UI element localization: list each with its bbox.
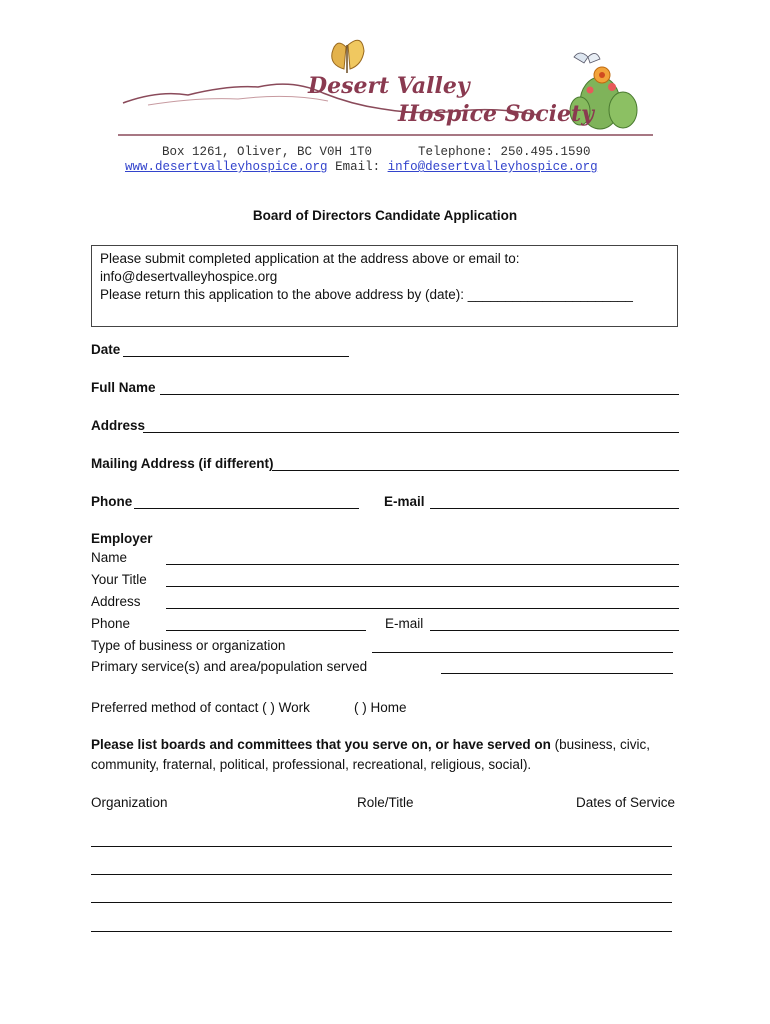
- instructions-line1: Please submit completed application at the address above or email to:: [100, 251, 520, 266]
- employer-title-label: Your Title: [91, 572, 147, 587]
- email-label-field: E-mail: [384, 494, 425, 509]
- boards-intro-line1: [91, 737, 650, 752]
- boards-intro-bold: Please list boards and committees that you serve on, or have served on: [91, 737, 551, 752]
- org-name-line1: Desert Valley: [308, 73, 470, 99]
- employer-heading: Employer: [91, 531, 153, 546]
- employer-name-label: Name: [91, 550, 128, 565]
- full-name-field[interactable]: [160, 394, 679, 395]
- boards-intro-line2: community, fraternal, political, professional, recreational, religious, social).: [91, 757, 532, 772]
- address-text: Box 1261, Oliver, BC V0H 1T0: [162, 145, 373, 159]
- phone-field[interactable]: [134, 508, 359, 509]
- col-organization: Organization: [91, 795, 168, 810]
- employer-name-field[interactable]: [166, 564, 679, 565]
- boards-row-1[interactable]: [91, 846, 672, 847]
- email-field[interactable]: [430, 508, 679, 509]
- website-email-line: [125, 160, 598, 174]
- full-name-label: Full Name: [91, 380, 156, 395]
- date-field[interactable]: [123, 356, 349, 357]
- phone-label: Phone: [91, 494, 133, 509]
- mailing-address-field[interactable]: [272, 470, 679, 471]
- boards-row-3[interactable]: [91, 902, 672, 903]
- preferred-contact-home[interactable]: ( ) Home: [354, 700, 407, 715]
- employer-address-field[interactable]: [166, 608, 679, 609]
- employer-email-field[interactable]: [430, 630, 679, 631]
- instructions-line2: info@desertvalleyhospice.org: [100, 269, 278, 284]
- website-link[interactable]: www.desertvalleyhospice.org: [125, 160, 328, 174]
- logo: [118, 35, 658, 137]
- employer-phone-label: Phone: [91, 616, 131, 631]
- primary-services-field[interactable]: [441, 673, 673, 674]
- telephone-text: Telephone: 250.495.1590: [418, 145, 591, 159]
- form-title: Board of Directors Candidate Application: [252, 208, 518, 223]
- business-type-field[interactable]: [372, 652, 673, 653]
- address-label: Address: [91, 418, 146, 433]
- employer-title-field[interactable]: [166, 586, 679, 587]
- employer-email-label: E-mail: [385, 616, 424, 631]
- employer-phone-field[interactable]: [166, 630, 366, 631]
- col-role-title: Role/Title: [357, 795, 414, 810]
- boards-intro-rest: (business, civic,: [550, 737, 650, 752]
- org-name-line2: Hospice Society: [398, 101, 594, 127]
- instructions-line3: Please return this application to the above address by (date): ______________________: [100, 287, 633, 302]
- address-field[interactable]: [143, 432, 679, 433]
- primary-services-label: Primary service(s) and area/population served: [91, 659, 368, 674]
- email-link[interactable]: info@desertvalleyhospice.org: [387, 160, 598, 174]
- mailing-address-label: Mailing Address (if different): [91, 456, 274, 471]
- preferred-contact-label[interactable]: Preferred method of contact ( ) Work: [91, 700, 310, 715]
- employer-address-label: Address: [91, 594, 141, 609]
- butterfly-icon: [332, 40, 364, 73]
- email-label: Email:: [335, 160, 381, 174]
- boards-row-4[interactable]: [91, 931, 672, 932]
- col-dates-of-service: Dates of Service: [576, 795, 676, 810]
- boards-row-2[interactable]: [91, 874, 672, 875]
- business-type-label: Type of business or organization: [91, 638, 286, 653]
- date-label: Date: [91, 342, 121, 357]
